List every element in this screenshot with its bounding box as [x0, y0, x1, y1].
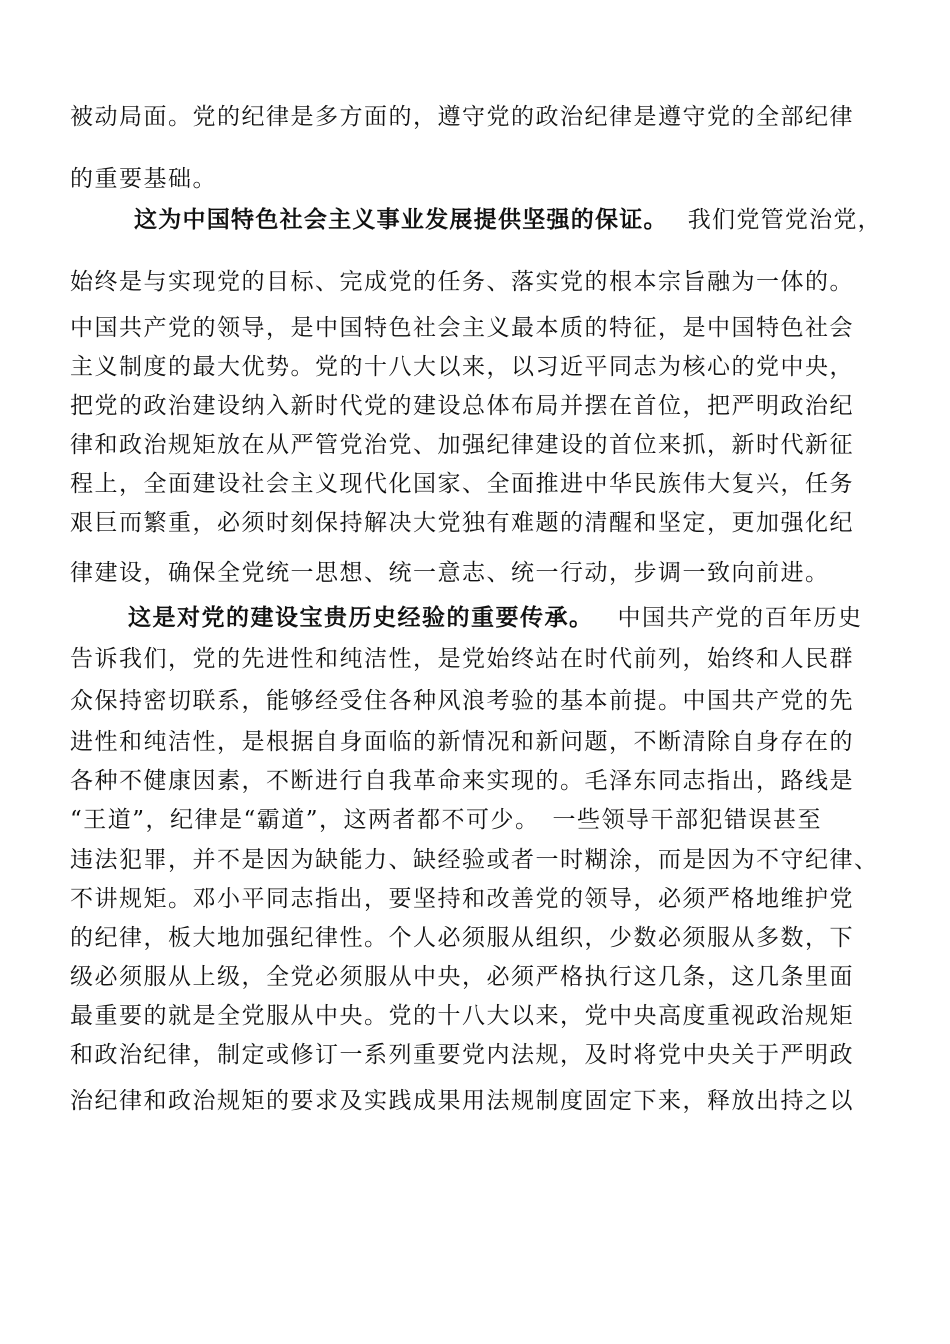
- paragraph-line: 的纪律，板大地加强纪律性。个人必须服从组织，少数必须服从多数，下: [70, 925, 854, 951]
- paragraph-line: 律和政治规矩放在从严管党治党、加强纪律建设的首位来抓，新时代新征: [70, 432, 854, 458]
- paragraph-line: 治纪律和政治规矩的要求及实践成果用法规制度固定下来，释放出持之以: [70, 1088, 854, 1114]
- paragraph-line: 不讲规矩。邓小平同志指出，要坚持和改善党的领导，必须严格地维护党: [70, 886, 854, 912]
- paragraph-line: 主义制度的最大优势。党的十八大以来，以习近平同志为核心的党中央，: [70, 354, 854, 380]
- section-heading-1: [134, 205, 882, 235]
- paragraph-line: 进性和纯洁性，是根据自身面临的新情况和新问题，不断清除自身存在的: [70, 729, 854, 755]
- paragraph-line: “王道”，纪律是“霸道”，这两者都不可少。 一些领导干部犯错误甚至: [70, 807, 823, 833]
- section-heading-1-tail: 我们党管党治党，: [687, 207, 882, 233]
- paragraph-line: 的重要基础。: [70, 166, 217, 192]
- paragraph-line: 中国共产党的领导，是中国特色社会主义最本质的特征，是中国特色社会: [70, 315, 854, 341]
- paragraph-line: 众保持密切联系，能够经受住各种风浪考验的基本前提。中国共产党的先: [70, 688, 854, 714]
- section-heading-2: [128, 603, 863, 633]
- section-heading-2-tail: 中国共产党的百年历史: [617, 605, 863, 631]
- paragraph-line: 和政治纪律，制定或修订一系列重要党内法规，及时将党中央关于严明政: [70, 1042, 854, 1068]
- paragraph-line: 把党的政治建设纳入新时代党的建设总体布局并摆在首位，把严明政治纪: [70, 393, 854, 419]
- section-heading-1-title: 这为中国特色社会主义事业发展提供坚强的保证。: [134, 206, 668, 233]
- paragraph-line: 级必须服从上级，全党必须服从中央，必须严格执行这几条，这几条里面: [70, 964, 854, 990]
- paragraph-line: 律建设，确保全党统一思想、统一意志、统一行动，步调一致向前进。: [70, 560, 830, 586]
- paragraph-line: 告诉我们，党的先进性和纯洁性，是党始终站在时代前列，始终和人民群: [70, 646, 854, 672]
- section-heading-2-title: 这是对党的建设宝贵历史经验的重要传承。: [128, 604, 594, 631]
- paragraph-line: 最重要的就是全党服从中央。党的十八大以来，党中央高度重视政治规矩: [70, 1003, 854, 1029]
- paragraph-line: 始终是与实现党的目标、完成党的任务、落实党的根本宗旨融为一体的。: [70, 269, 854, 295]
- paragraph-line: 程上，全面建设社会主义现代化国家、全面推进中华民族伟大复兴，任务: [70, 471, 854, 497]
- paragraph-line: 艰巨而繁重，必须时刻保持解决大党独有难题的清醒和坚定，更加强化纪: [70, 510, 854, 536]
- paragraph-line: 被动局面。党的纪律是多方面的，遵守党的政治纪律是遵守党的全部纪律: [70, 104, 854, 130]
- paragraph-line: 各种不健康因素，不断进行自我革命来实现的。毛泽东同志指出，路线是: [70, 768, 854, 794]
- paragraph-line: 违法犯罪，并不是因为缺能力、缺经验或者一时糊涂，而是因为不守纪律、: [70, 847, 879, 873]
